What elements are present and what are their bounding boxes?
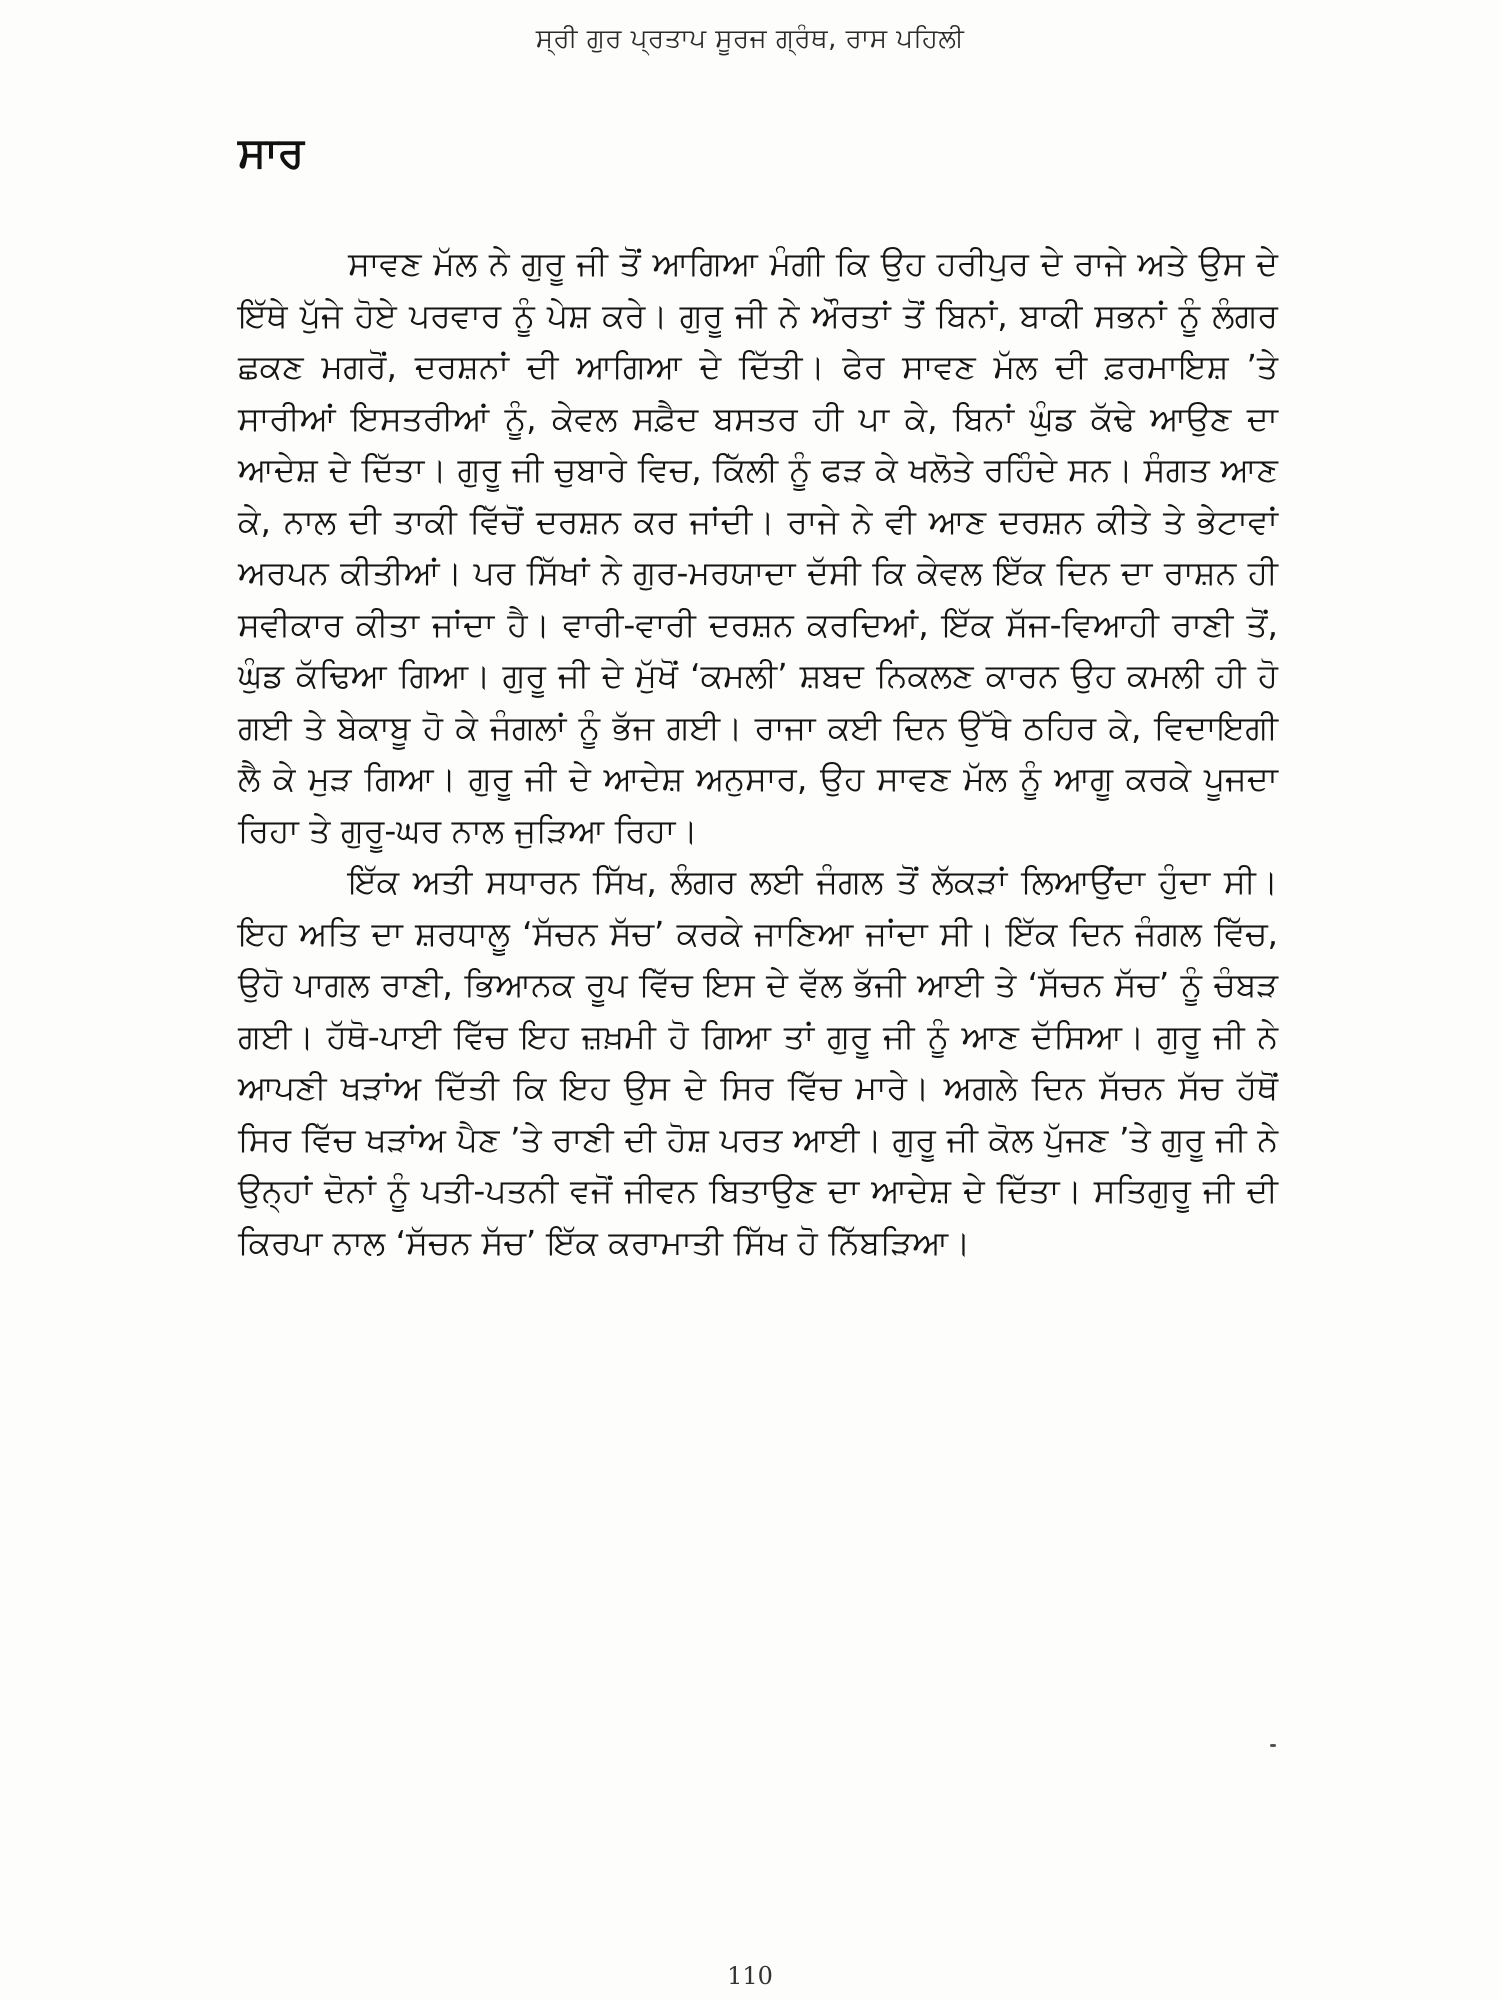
page-number: 110 (727, 1962, 773, 1990)
scan-speck (1270, 1744, 1276, 1747)
body-text (238, 238, 1278, 1268)
paragraph-2: ਇੱਕ ਅਤੀ ਸਧਾਰਨ ਸਿੱਖ, ਲੰਗਰ ਲਈ ਜੰਗਲ ਤੋਂ ਲੱਕੜਾਂ ਲਿਆਉਂਦਾ ਹੁੰਦਾ ਸੀ। ਇਹ ਅਤਿ ਦਾ ਸ਼ਰਧਾਲੂ ‘ਸੱਚਨ ਸੱਚ’ ਕਰਕੇ ਜਾਣਿਆ ਜਾਂਦਾ ਸੀ। ਇੱਕ ਦਿਨ ਜੰਗਲ ਵਿੱਚ, ਉਹੋ ਪਾਗਲ ਰਾਣੀ, ਭਿਆਨਕ ਰੂਪ ਵਿੱਚ ਇਸ ਦੇ ਵੱਲ ਭੱਜੀ ਆਈ ਤੇ ‘ਸੱਚਨ ਸੱਚ’ ਨੂੰ ਚੰਬੜ ਗਈ। ਹੱਥੋ-ਪਾਈ ਵਿੱਚ ਇਹ ਜ਼ਖ਼ਮੀ ਹੋ ਗਿਆ ਤਾਂ ਗੁਰੂ ਜੀ ਨੂੰ ਆਣ ਦੱਸਿਆ। ਗੁਰੂ ਜੀ ਨੇ ਆਪਣੀ ਖੜਾਂਅ ਦਿੱਤੀ ਕਿ ਇਹ ਉਸ ਦੇ ਸਿਰ ਵਿੱਚ ਮਾਰੇ। ਅਗਲੇ ਦਿਨ ਸੱਚਨ ਸੱਚ ਹੱਥੋਂ ਸਿਰ ਵਿੱਚ ਖੜਾਂਅ ਪੈਣ ’ਤੇ ਰਾਣੀ ਦੀ ਹੋਸ਼ ਪਰਤ ਆਈ। ਗੁਰੂ ਜੀ ਕੋਲ ਪੁੱਜਣ ’ਤੇ ਗੁਰੂ ਜੀ ਨੇ ਉਨ੍ਹਾਂ ਦੋਨਾਂ ਨੂੰ ਪਤੀ-ਪਤਨੀ ਵਜੋਂ ਜੀਵਨ ਬਿਤਾਉਣ ਦਾ ਆਦੇਸ਼ ਦੇ ਦਿੱਤਾ। ਸਤਿਗੁਰੂ ਜੀ ਦੀ ਕਿਰਪਾ ਨਾਲ ‘ਸੱਚਨ ਸੱਚ’ ਇੱਕ ਕਰਾਮਾਤੀ ਸਿੱਖ ਹੋ ਨਿੱਬੜਿਆ। (238, 862, 1278, 1262)
section-title: ਸਾਰ (238, 128, 305, 177)
running-header: ਸ੍ਰੀ ਗੁਰ ਪ੍ਰਤਾਪ ਸੂਰਜ ਗ੍ਰੰਥ, ਰਾਸ ਪਹਿਲੀ (535, 24, 965, 54)
paragraph-1: ਸਾਵਣ ਮੱਲ ਨੇ ਗੁਰੂ ਜੀ ਤੋਂ ਆਗਿਆ ਮੰਗੀ ਕਿ ਉਹ ਹਰੀਪੁਰ ਦੇ ਰਾਜੇ ਅਤੇ ਉਸ ਦੇ ਇੱਥੇ ਪੁੱਜੇ ਹੋਏ ਪਰਵਾਰ ਨੂੰ ਪੇਸ਼ ਕਰੇ। ਗੁਰੂ ਜੀ ਨੇ ਔਰਤਾਂ ਤੋਂ ਬਿਨਾਂ, ਬਾਕੀ ਸਭਨਾਂ ਨੂੰ ਲੰਗਰ ਛਕਣ ਮਗਰੋਂ, ਦਰਸ਼ਨਾਂ ਦੀ ਆਗਿਆ ਦੇ ਦਿੱਤੀ। ਫੇਰ ਸਾਵਣ ਮੱਲ ਦੀ ਫ਼ਰਮਾਇਸ਼ ’ਤੇ ਸਾਰੀਆਂ ਇਸਤਰੀਆਂ ਨੂੰ, ਕੇਵਲ ਸਫ਼ੈਦ ਬਸਤਰ ਹੀ ਪਾ ਕੇ, ਬਿਨਾਂ ਘੁੰਡ ਕੱਢੇ ਆਉਣ ਦਾ ਆਦੇਸ਼ ਦੇ ਦਿੱਤਾ। ਗੁਰੂ ਜੀ ਚੁਬਾਰੇ ਵਿਚ, ਕਿੱਲੀ ਨੂੰ ਫੜ ਕੇ ਖਲੋਤੇ ਰਹਿੰਦੇ ਸਨ। ਸੰਗਤ ਆਣ ਕੇ, ਨਾਲ ਦੀ ਤਾਕੀ ਵਿੱਚੋਂ ਦਰਸ਼ਨ ਕਰ ਜਾਂਦੀ। ਰਾਜੇ ਨੇ ਵੀ ਆਣ ਦਰਸ਼ਨ ਕੀਤੇ ਤੇ ਭੇਟਾਵਾਂ ਅਰਪਨ ਕੀਤੀਆਂ। ਪਰ ਸਿੱਖਾਂ ਨੇ ਗੁਰ-ਮਰਯਾਦਾ ਦੱਸੀ ਕਿ ਕੇਵਲ ਇੱਕ ਦਿਨ ਦਾ ਰਾਸ਼ਨ ਹੀ ਸਵੀਕਾਰ ਕੀਤਾ ਜਾਂਦਾ ਹੈ। ਵਾਰੀ-ਵਾਰੀ ਦਰਸ਼ਨ ਕਰਦਿਆਂ, ਇੱਕ ਸੱਜ-ਵਿਆਹੀ ਰਾਣੀ ਤੋਂ, ਘੁੰਡ ਕੱਢਿਆ ਗਿਆ। ਗੁਰੂ ਜੀ ਦੇ ਮੁੱਖੋਂ ‘ਕਮਲੀ’ ਸ਼ਬਦ ਨਿਕਲਣ ਕਾਰਨ ਉਹ ਕਮਲੀ ਹੀ ਹੋ ਗਈ ਤੇ ਬੇਕਾਬੂ ਹੋ ਕੇ ਜੰਗਲਾਂ ਨੂੰ ਭੱਜ ਗਈ। ਰਾਜਾ ਕਈ ਦਿਨ ਉੱਥੇ ਠਹਿਰ ਕੇ, ਵਿਦਾਇਗੀ ਲੈ ਕੇ ਮੁੜ ਗਿਆ। ਗੁਰੂ ਜੀ ਦੇ ਆਦੇਸ਼ ਅਨੁਸਾਰ, ਉਹ ਸਾਵਣ ਮੱਲ ਨੂੰ ਆਗੂ ਕਰਕੇ ਪੂਜਦਾ ਰਿਹਾ ਤੇ ਗੁਰੂ-ਘਰ ਨਾਲ ਜੁੜਿਆ ਰਿਹਾ। (238, 244, 1278, 850)
